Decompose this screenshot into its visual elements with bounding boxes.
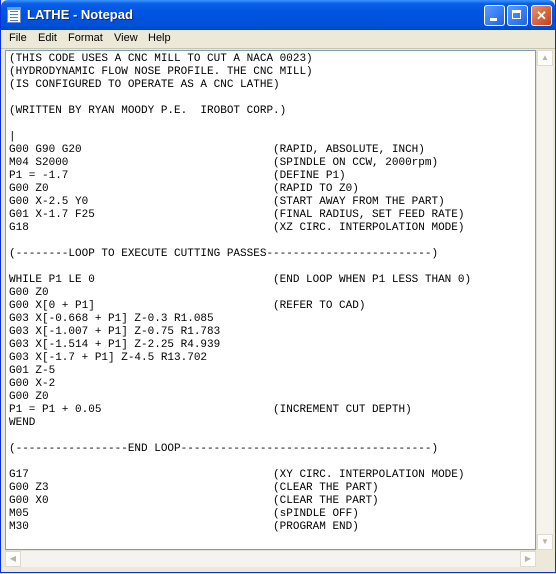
- close-button[interactable]: ✕: [531, 5, 552, 26]
- vertical-scrollbar[interactable]: [536, 50, 553, 550]
- editor-content[interactable]: (THIS CODE USES A CNC MILL TO CUT A NACA 0023) (HYDRODYNAMIC FLOW NOSE PROFILE. THE CNC MILL) (IS CONFIGURED TO OPERATE AS A CNC LATHE) (WRITTEN BY RYAN MOODY P.E. IROBOT CORP.) | G00 G90 G20 (RAPID, ABSOLUTE, INCH) M04 S2000 (SPINDLE ON CCW, 2000rpm) P1 = -1.7 (DEFINE P1) G00 Z0 (RAPID TO Z0) G00 X-2.5 Y0 (START AWAY FROM THE PART) G01 X-1.7 F25 (FINAL RADIUS, SET FEED RATE) G18 (XZ CIRC. INTERPOLATION MODE) (--------LOOP TO EXECUTE CUTTING PASSES-------------------------) WHILE P1 LE 0 (END LOOP WHEN P1 LESS THAN 0) G00 Z0 G00 X[0 + P1] (REFER TO CAD) G03 X[-0.668 + P1] Z-0.3 R1.085 G03 X[-1.007 + P1] Z-0.75 R1.783 G03 X[-1.514 + P1] Z-2.25 R4.939 G03 X[-1.7 + P1] Z-4.5 R13.702 G01 Z-5 G00 X-2 G00 Z0 P1 = P1 + 0.05 (INCREMENT CUT DEPTH) WEND (-----------------END LOOP--------------------------------------) G17 (XY CIRC. INTERPOLATION MODE) G00 Z3 (CLEAR THE PART) G00 X0 (CLEAR THE PART) M05 (sPINDLE OFF) M30 (PROGRAM END): [9, 53, 472, 533]
- menu-bar: [1, 30, 555, 49]
- menu-view[interactable]: View: [114, 32, 138, 44]
- arrow-left-icon: ◀: [9, 554, 17, 563]
- arrow-up-icon: ▲: [541, 53, 549, 62]
- minimize-button[interactable]: [484, 5, 505, 26]
- menu-file[interactable]: File: [9, 32, 27, 44]
- scroll-left-button[interactable]: [5, 551, 21, 567]
- horizontal-scrollbar[interactable]: [5, 550, 536, 567]
- scroll-up-button[interactable]: [537, 50, 553, 66]
- size-grip-icon[interactable]: [536, 550, 553, 567]
- menu-format[interactable]: Format: [68, 32, 103, 44]
- window-title: LATHE - Notepad: [27, 7, 133, 22]
- menu-edit[interactable]: Edit: [38, 32, 57, 44]
- title-bar[interactable]: [1, 0, 555, 30]
- arrow-right-icon: ▶: [524, 554, 532, 563]
- maximize-button[interactable]: [507, 5, 528, 26]
- scroll-down-button[interactable]: [537, 534, 553, 550]
- arrow-down-icon: ▼: [541, 537, 549, 546]
- notepad-app-icon[interactable]: [7, 7, 21, 23]
- menu-help[interactable]: Help: [148, 32, 171, 44]
- scroll-right-button[interactable]: [520, 551, 536, 567]
- text-editor[interactable]: [5, 50, 536, 550]
